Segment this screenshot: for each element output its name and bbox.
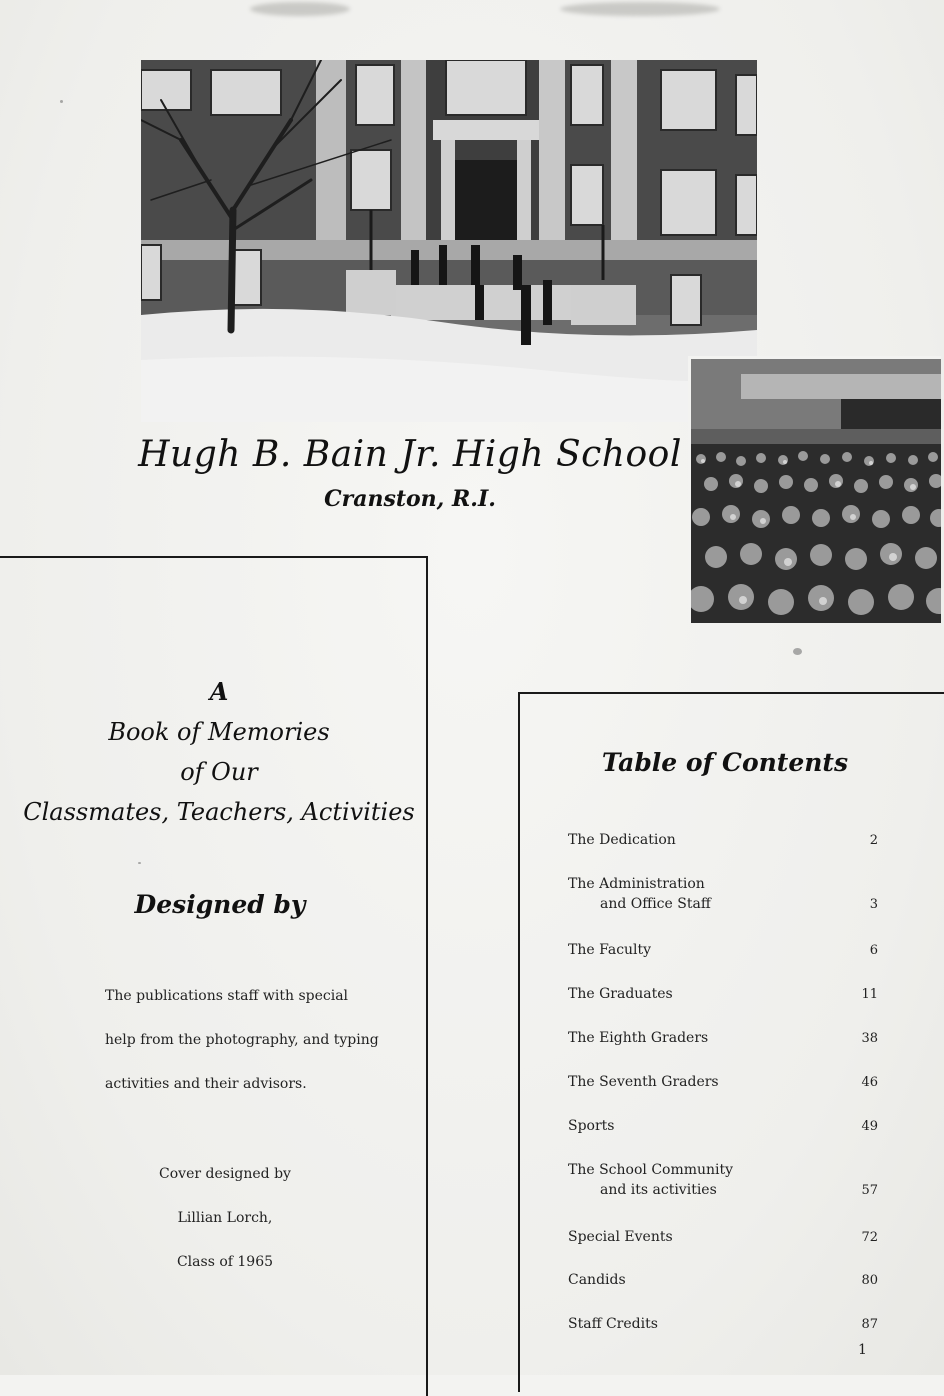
toc-entry-title: The Graduates [568, 986, 673, 1002]
toc-entry [568, 942, 880, 958]
toc-entry [568, 1162, 880, 1198]
toc-entry-title: The Seventh Graders [568, 1074, 719, 1090]
credit-line: activities and their advisors. [105, 1076, 307, 1092]
book-of-memories-title [10, 672, 428, 832]
toc-entry-page: 49 [861, 1119, 878, 1134]
page-number: 1 [858, 1342, 867, 1358]
toc-entry-title: Staff Credits [568, 1316, 658, 1332]
toc-entry [568, 1229, 880, 1245]
paper-speck [138, 862, 141, 864]
toc-entry [568, 1316, 880, 1332]
toc-entry-page: 46 [861, 1075, 878, 1090]
cover-designer-credit [60, 1152, 390, 1284]
credit-line: The publications staff with special [105, 988, 349, 1004]
toc-entry-title: The Eighth Graders [568, 1030, 709, 1046]
cover-credit-line: Lillian Lorch, [177, 1210, 273, 1226]
toc-entry-page: 6 [869, 943, 878, 958]
memories-line: Classmates, Teachers, Activities [23, 798, 415, 826]
toc-entry-title: Special Events [568, 1229, 673, 1245]
toc-entry [568, 1118, 880, 1134]
toc-entry-page: 57 [861, 1183, 878, 1198]
toc-entry [568, 1074, 880, 1090]
toc-entry [568, 1272, 880, 1288]
toc-entry-page: 3 [869, 897, 878, 912]
toc-entry-title: The School Community [568, 1162, 734, 1178]
toc-entry-title: The Administration [568, 876, 705, 892]
toc-entry [568, 986, 880, 1002]
top-ink-smudge [250, 2, 350, 16]
paper-speck [793, 648, 802, 655]
toc-entry-page: 80 [861, 1273, 878, 1288]
toc-entry-page: 38 [861, 1031, 878, 1046]
toc-entry-page: 11 [861, 987, 878, 1002]
credit-line: help from the photography, and typing [105, 1032, 379, 1048]
school-name-heading: Hugh B. Bain Jr. High School [138, 434, 682, 475]
toc-entry-subtitle: and its activities [600, 1182, 717, 1198]
memories-line: Book of Memories [108, 718, 330, 746]
publications-credit-text [105, 974, 425, 1106]
toc-entry [568, 1030, 880, 1046]
toc-entry-subtitle: and Office Staff [600, 896, 711, 912]
cover-credit-line: Cover designed by [159, 1166, 291, 1182]
toc-entry-title: Sports [568, 1118, 615, 1134]
toc-entry [568, 832, 880, 848]
school-city-subheading: Cranston, R.I. [324, 486, 496, 512]
toc-entry-title: The Faculty [568, 942, 652, 958]
cover-credit-line: Class of 1965 [176, 1254, 274, 1270]
toc-entry-title: The Dedication [568, 832, 676, 848]
paper-speck [60, 100, 63, 103]
toc-entry-page: 87 [861, 1317, 878, 1332]
memories-line: A [209, 677, 229, 706]
designed-by-heading: Designed by [134, 890, 306, 919]
memories-line: of Our [180, 758, 258, 786]
school-building-photo [141, 60, 757, 422]
assembly-crowd-photo [688, 356, 941, 623]
table-of-contents-heading: Table of Contents [601, 748, 849, 777]
toc-entry-page: 72 [861, 1230, 878, 1245]
toc-entry-page: 2 [869, 833, 878, 848]
toc-entry [568, 876, 880, 912]
top-ink-smudge [560, 2, 720, 16]
toc-entry-title: Candids [568, 1272, 626, 1288]
